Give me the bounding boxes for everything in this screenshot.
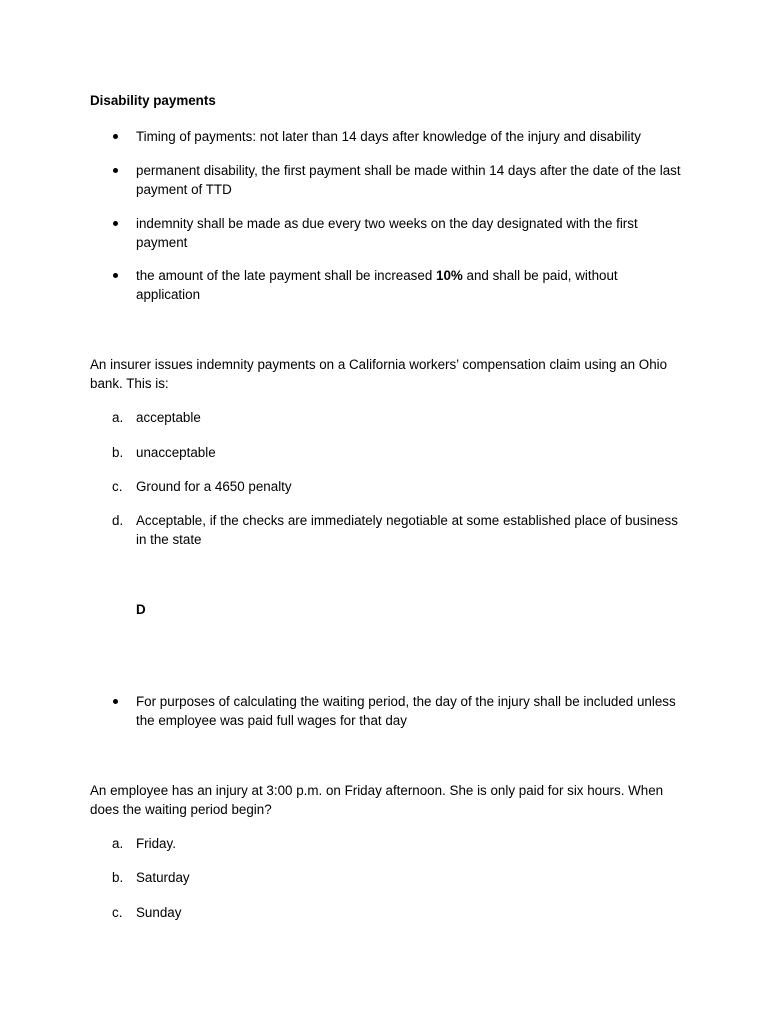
option-letter: b. [112, 870, 124, 885]
bullet-text: permanent disability, the first payment shall be made within 14 days after the date of the last payment of TTD [136, 163, 681, 197]
answer-key: D [136, 602, 146, 617]
option-text: Saturday [136, 870, 190, 885]
option-text: Ground for a 4650 penalty [136, 479, 292, 494]
option-text: unacceptable [136, 445, 216, 460]
section-heading: Disability payments [90, 93, 216, 108]
bullet-text [136, 266, 681, 304]
option-letter: a. [112, 410, 124, 425]
option-letter: a. [112, 836, 124, 851]
option-text: Friday. [136, 836, 176, 851]
option-letter: c. [112, 479, 123, 494]
option-letter: d. [112, 513, 124, 528]
bullet-text-part: and shall be paid, without application [136, 268, 618, 302]
bullet-icon [113, 168, 118, 173]
option-letter: b. [112, 445, 124, 460]
bullet-icon [113, 221, 118, 226]
bullet-text: For purposes of calculating the waiting period, the day of the injury shall be included unless the employee was paid full wages for that day [136, 694, 676, 728]
penalty-percent: 10% [436, 268, 463, 283]
option-text: acceptable [136, 410, 201, 425]
option-text: Acceptable, if the checks are immediately negotiable at some established place of business in the state [136, 513, 678, 547]
question-text: An employee has an injury at 3:00 p.m. on Friday afternoon. She is only paid for six hours. When does the waiting period begin? [90, 783, 664, 817]
bullet-icon [113, 699, 118, 704]
option-text: Sunday [136, 905, 182, 920]
bullet-text: indemnity shall be made as due every two weeks on the day designated with the first payment [136, 216, 638, 250]
bullet-text-part: the amount of the late payment shall be increased [136, 268, 436, 283]
bullet-icon [113, 273, 118, 278]
question-text: An insurer issues indemnity payments on a California workers’ compensation claim using an Ohio bank. This is: [90, 357, 668, 391]
bullet-icon [113, 134, 118, 139]
option-letter: c. [112, 905, 123, 920]
bullet-text: Timing of payments: not later than 14 days after knowledge of the injury and disability [136, 129, 641, 144]
